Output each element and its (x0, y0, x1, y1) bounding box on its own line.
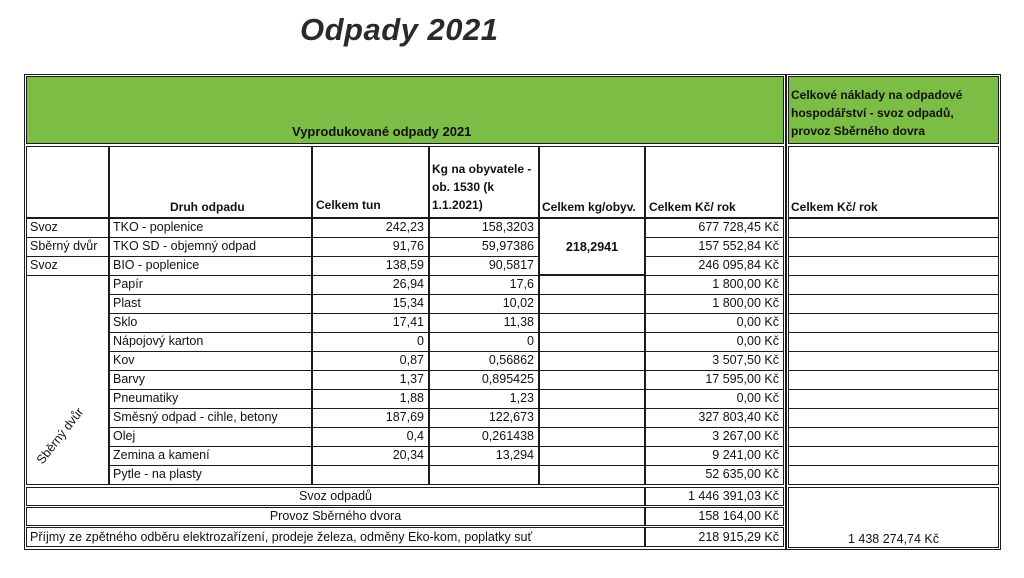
cell-kg: 1,23 (429, 389, 539, 409)
col-header-kgobyv: Celkem kg/obyv. (542, 200, 636, 214)
cell-tun: 0,87 (312, 351, 429, 371)
cell-kc: 1 800,00 Kč (645, 275, 784, 295)
cell-tot (788, 351, 999, 371)
cost-header-line2: hospodářství - svoz odpadů, (791, 106, 954, 120)
cell-tot (788, 408, 999, 428)
cell-kg: 0,895425 (429, 370, 539, 390)
cell-name: Papír (109, 275, 312, 295)
cell-kc: 0,00 Kč (645, 332, 784, 352)
cell-tot (788, 427, 999, 447)
cell-tun (312, 465, 429, 485)
cell-tun: 138,59 (312, 256, 429, 276)
cell-tun: 1,88 (312, 389, 429, 409)
cell-name: Směsný odpad - cihle, betony (109, 408, 312, 428)
cell-kg (429, 465, 539, 485)
col-header-tun: Celkem tun (316, 198, 381, 212)
cell-tun: 91,76 (312, 237, 429, 257)
cell-tun: 242,23 (312, 218, 429, 238)
kg-obyv-total: 218,2941 (565, 240, 619, 254)
col-header-category (26, 146, 109, 218)
cell-kc: 3 507,50 Kč (645, 351, 784, 371)
cell-tun: 20,34 (312, 446, 429, 466)
cell-tun: 0 (312, 332, 429, 352)
cell-name: Plast (109, 294, 312, 314)
cell-kc: 1 800,00 Kč (645, 294, 784, 314)
cell-name: TKO - poplenice (109, 218, 312, 238)
cell-kgo (539, 370, 645, 390)
cell-cat: Svoz (26, 218, 109, 238)
cell-kg: 158,3203 (429, 218, 539, 238)
cell-tot (788, 256, 999, 276)
cell-kg: 13,294 (429, 446, 539, 466)
cell-tot (788, 446, 999, 466)
cell-kg: 0 (429, 332, 539, 352)
cell-name: TKO SD - objemný odpad (109, 237, 312, 257)
page-title: Odpady 2021 (300, 12, 499, 47)
cell-kgo (539, 294, 645, 314)
svoz-summary-value: 1 446 391,03 Kč (645, 487, 784, 506)
cell-tot (788, 313, 999, 333)
cell-kg: 59,97386 (429, 237, 539, 257)
cell-kgo (539, 332, 645, 352)
cell-kg: 0,261438 (429, 427, 539, 447)
cell-name: Pytle - na plasty (109, 465, 312, 485)
svoz-summary-label: Svoz odpadů (299, 489, 372, 503)
cell-tot (788, 465, 999, 485)
cell-tot (788, 237, 999, 257)
cell-cat: Sběrný dvůr (26, 237, 109, 257)
cell-kg: 10,02 (429, 294, 539, 314)
cell-tot (788, 294, 999, 314)
cell-kc: 246 095,84 Kč (645, 256, 784, 276)
cell-tun: 1,37 (312, 370, 429, 390)
col-header-kc: Celkem Kč/ rok (649, 200, 736, 214)
col-header-druh: Druh odpadu (170, 200, 245, 214)
cell-tot (788, 218, 999, 238)
cell-kc: 0,00 Kč (645, 389, 784, 409)
cell-name: Pneumatiky (109, 389, 312, 409)
cell-tun: 15,34 (312, 294, 429, 314)
cost-header-line3: provoz Sběrného dovra (791, 124, 926, 138)
col-header-kg-l3: 1.1.2021) (432, 198, 483, 212)
prijmy-summary-value: 218 915,29 Kč (645, 527, 784, 547)
cell-kg: 122,673 (429, 408, 539, 428)
provoz-summary-label: Provoz Sběrného dvora (269, 509, 402, 523)
cell-tot (788, 275, 999, 295)
cell-kgo (539, 275, 645, 295)
grand-total-value: 1 438 274,74 Kč (847, 532, 940, 546)
cell-name: Kov (109, 351, 312, 371)
cell-tun: 26,94 (312, 275, 429, 295)
cell-name: Nápojový karton (109, 332, 312, 352)
cell-kc: 17 595,00 Kč (645, 370, 784, 390)
cell-name: Sklo (109, 313, 312, 333)
cell-kc: 3 267,00 Kč (645, 427, 784, 447)
cell-kg: 17,6 (429, 275, 539, 295)
col-header-kg-l1: Kg na obyvatele - (432, 162, 532, 176)
main-header-title: Vyprodukované odpady 2021 (292, 124, 472, 139)
provoz-summary-value: 158 164,00 Kč (645, 507, 784, 526)
cell-name: Zemina a kamení (109, 446, 312, 466)
cell-kgo (539, 465, 645, 485)
cell-tot (788, 370, 999, 390)
cell-kg: 11,38 (429, 313, 539, 333)
cell-kc: 9 241,00 Kč (645, 446, 784, 466)
cell-tot (788, 389, 999, 409)
prijmy-summary-label: Příjmy ze zpětného odběru elektrozařízení, prodeje železa, odměny Eko-kom, poplatky suť (26, 527, 645, 547)
cell-name: Barvy (109, 370, 312, 390)
cell-kgo (539, 313, 645, 333)
cell-tun: 17,41 (312, 313, 429, 333)
cell-kgo (539, 427, 645, 447)
cell-kg: 0,56862 (429, 351, 539, 371)
sberny-dvur-group-label: Sběrný dvůr (33, 405, 87, 467)
cell-kg: 90,5817 (429, 256, 539, 276)
cell-kgo (539, 389, 645, 409)
cell-kc: 327 803,40 Kč (645, 408, 784, 428)
cell-name: Olej (109, 427, 312, 447)
cell-kgo (539, 408, 645, 428)
cell-kc: 157 552,84 Kč (645, 237, 784, 257)
cell-kgo (539, 446, 645, 466)
cell-kc: 0,00 Kč (645, 313, 784, 333)
cell-tun: 187,69 (312, 408, 429, 428)
col-header-kg-l2: ob. 1530 (k (432, 180, 495, 194)
cell-kc: 677 728,45 Kč (645, 218, 784, 238)
col-header-kc-total: Celkem Kč/ rok (791, 200, 878, 214)
cost-header-line1: Celkové náklady na odpadové (791, 88, 963, 102)
cell-kc: 52 635,00 Kč (645, 465, 784, 485)
cell-tun: 0,4 (312, 427, 429, 447)
cell-name: BIO - poplenice (109, 256, 312, 276)
cell-cat: Svoz (26, 256, 109, 276)
cell-tot (788, 332, 999, 352)
cell-kgo (539, 351, 645, 371)
